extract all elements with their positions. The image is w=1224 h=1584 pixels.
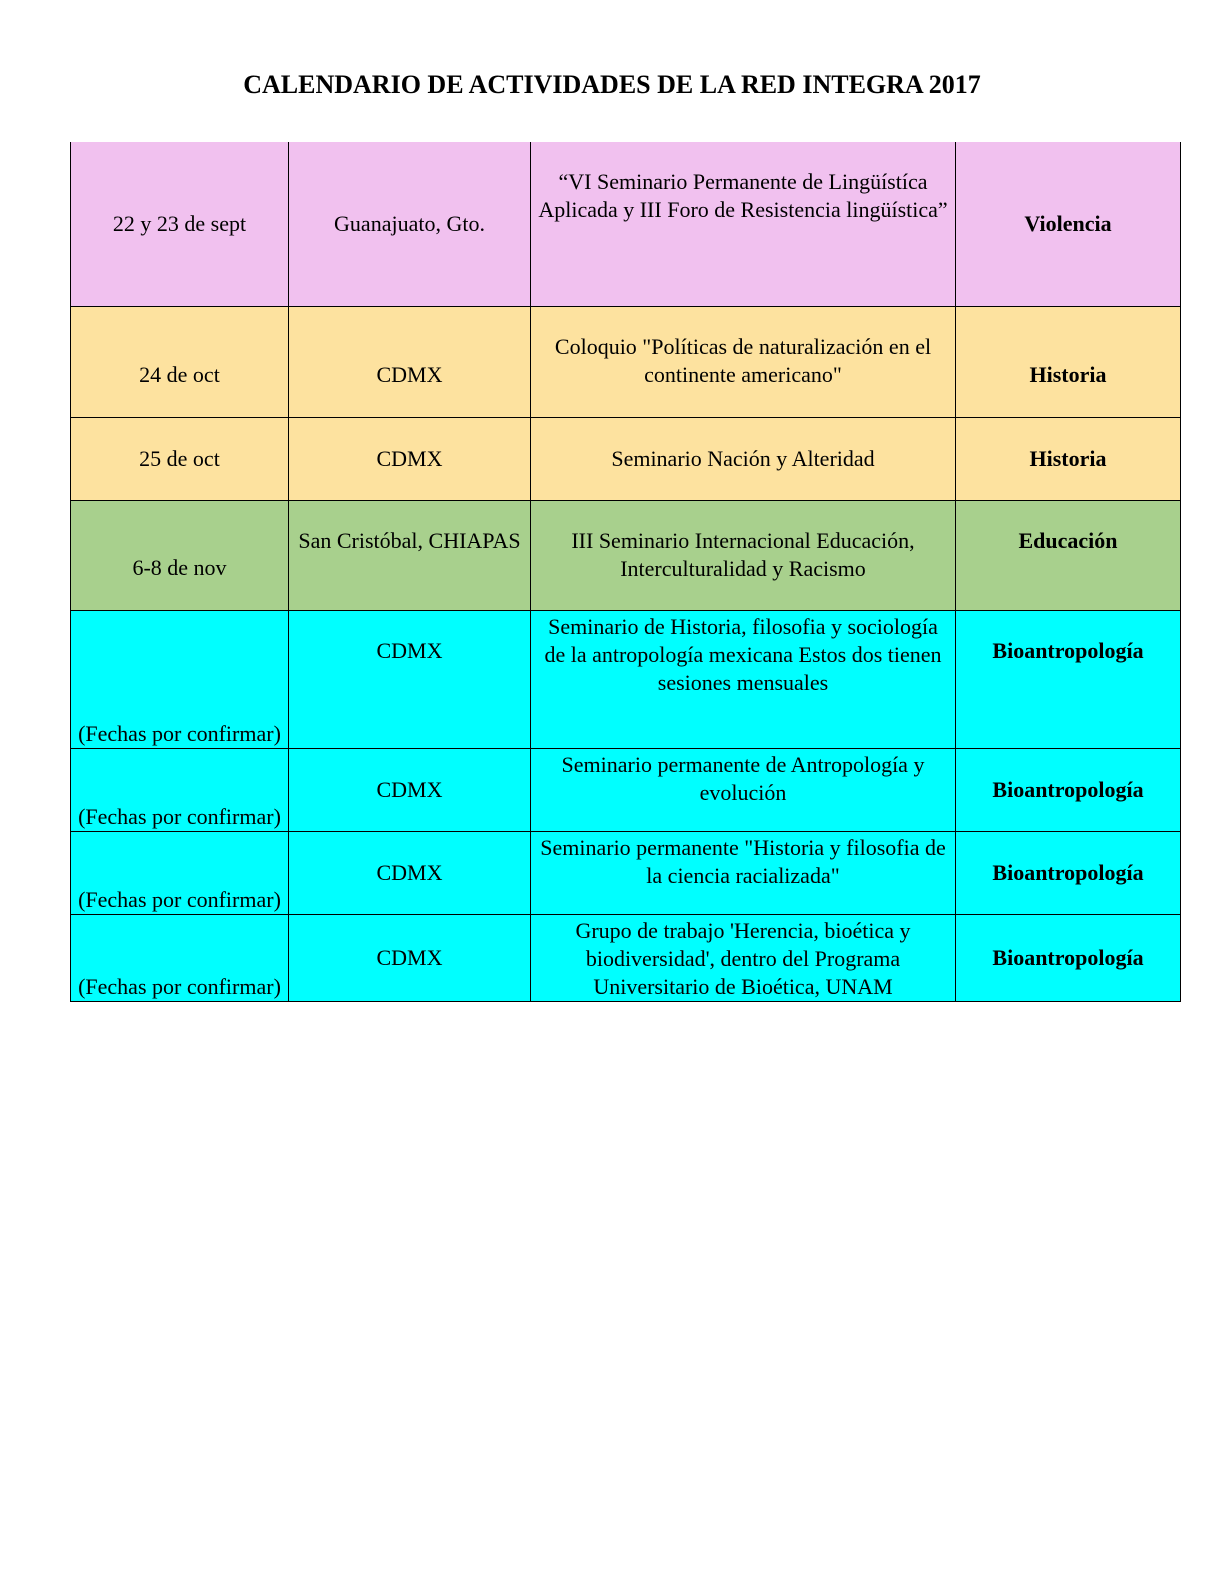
date-cell: 24 de oct — [71, 306, 289, 417]
place-cell: CDMX — [289, 417, 531, 500]
date-cell: (Fechas por confirmar) — [71, 748, 289, 831]
date-cell: 6-8 de nov — [71, 500, 289, 610]
topic-cell: Historia — [956, 417, 1181, 500]
place-cell: Guanajuato, Gto. — [289, 142, 531, 306]
place-cell: CDMX — [289, 831, 531, 914]
activity-cell: Seminario permanente de Antropología y evolución — [531, 748, 956, 831]
table-row — [71, 500, 1181, 610]
table-row — [71, 914, 1181, 1001]
date-cell: (Fechas por confirmar) — [71, 914, 289, 1001]
place-cell: San Cristóbal, CHIAPAS — [289, 500, 531, 610]
activity-cell: “VI Seminario Permanente de Lingüístíca Aplicada y III Foro de Resistencia lingüística” — [531, 142, 956, 306]
table-row — [71, 306, 1181, 417]
activity-cell: Seminario Nación y Alteridad — [531, 417, 956, 500]
topic-cell: Bioantropología — [956, 748, 1181, 831]
topic-cell: Violencia — [956, 142, 1181, 306]
place-cell: CDMX — [289, 610, 531, 748]
topic-cell: Educación — [956, 500, 1181, 610]
place-cell: CDMX — [289, 306, 531, 417]
activity-cell: Grupo de trabajo 'Herencia, bioética y biodiversidad', dentro del Programa Universitario de Bioética, UNAM — [531, 914, 956, 1001]
table-row — [71, 417, 1181, 500]
table-row — [71, 831, 1181, 914]
table-row — [71, 610, 1181, 748]
page-title: CALENDARIO DE ACTIVIDADES DE LA RED INTEGRA 2017 — [243, 70, 981, 99]
activity-cell: Seminario de Historia, filosofia y sociología de la antropología mexicana Estos dos tienen sesiones mensuales — [531, 610, 956, 748]
activity-cell: Coloquio "Políticas de naturalización en el continente americano" — [531, 306, 956, 417]
table-row — [71, 748, 1181, 831]
date-cell: 22 y 23 de sept — [71, 142, 289, 306]
topic-cell: Bioantropología — [956, 831, 1181, 914]
date-cell: (Fechas por confirmar) — [71, 831, 289, 914]
topic-cell: Bioantropología — [956, 610, 1181, 748]
date-cell: 25 de oct — [71, 417, 289, 500]
activities-table — [70, 142, 1181, 1002]
activity-cell: III Seminario Internacional Educación, Interculturalidad y Racismo — [531, 500, 956, 610]
topic-cell: Bioantropología — [956, 914, 1181, 1001]
date-cell: (Fechas por confirmar) — [71, 610, 289, 748]
topic-cell: Historia — [956, 306, 1181, 417]
table-row — [71, 142, 1181, 306]
activity-cell: Seminario permanente "Historia y filosofia de la ciencia racializada" — [531, 831, 956, 914]
place-cell: CDMX — [289, 914, 531, 1001]
place-cell: CDMX — [289, 748, 531, 831]
